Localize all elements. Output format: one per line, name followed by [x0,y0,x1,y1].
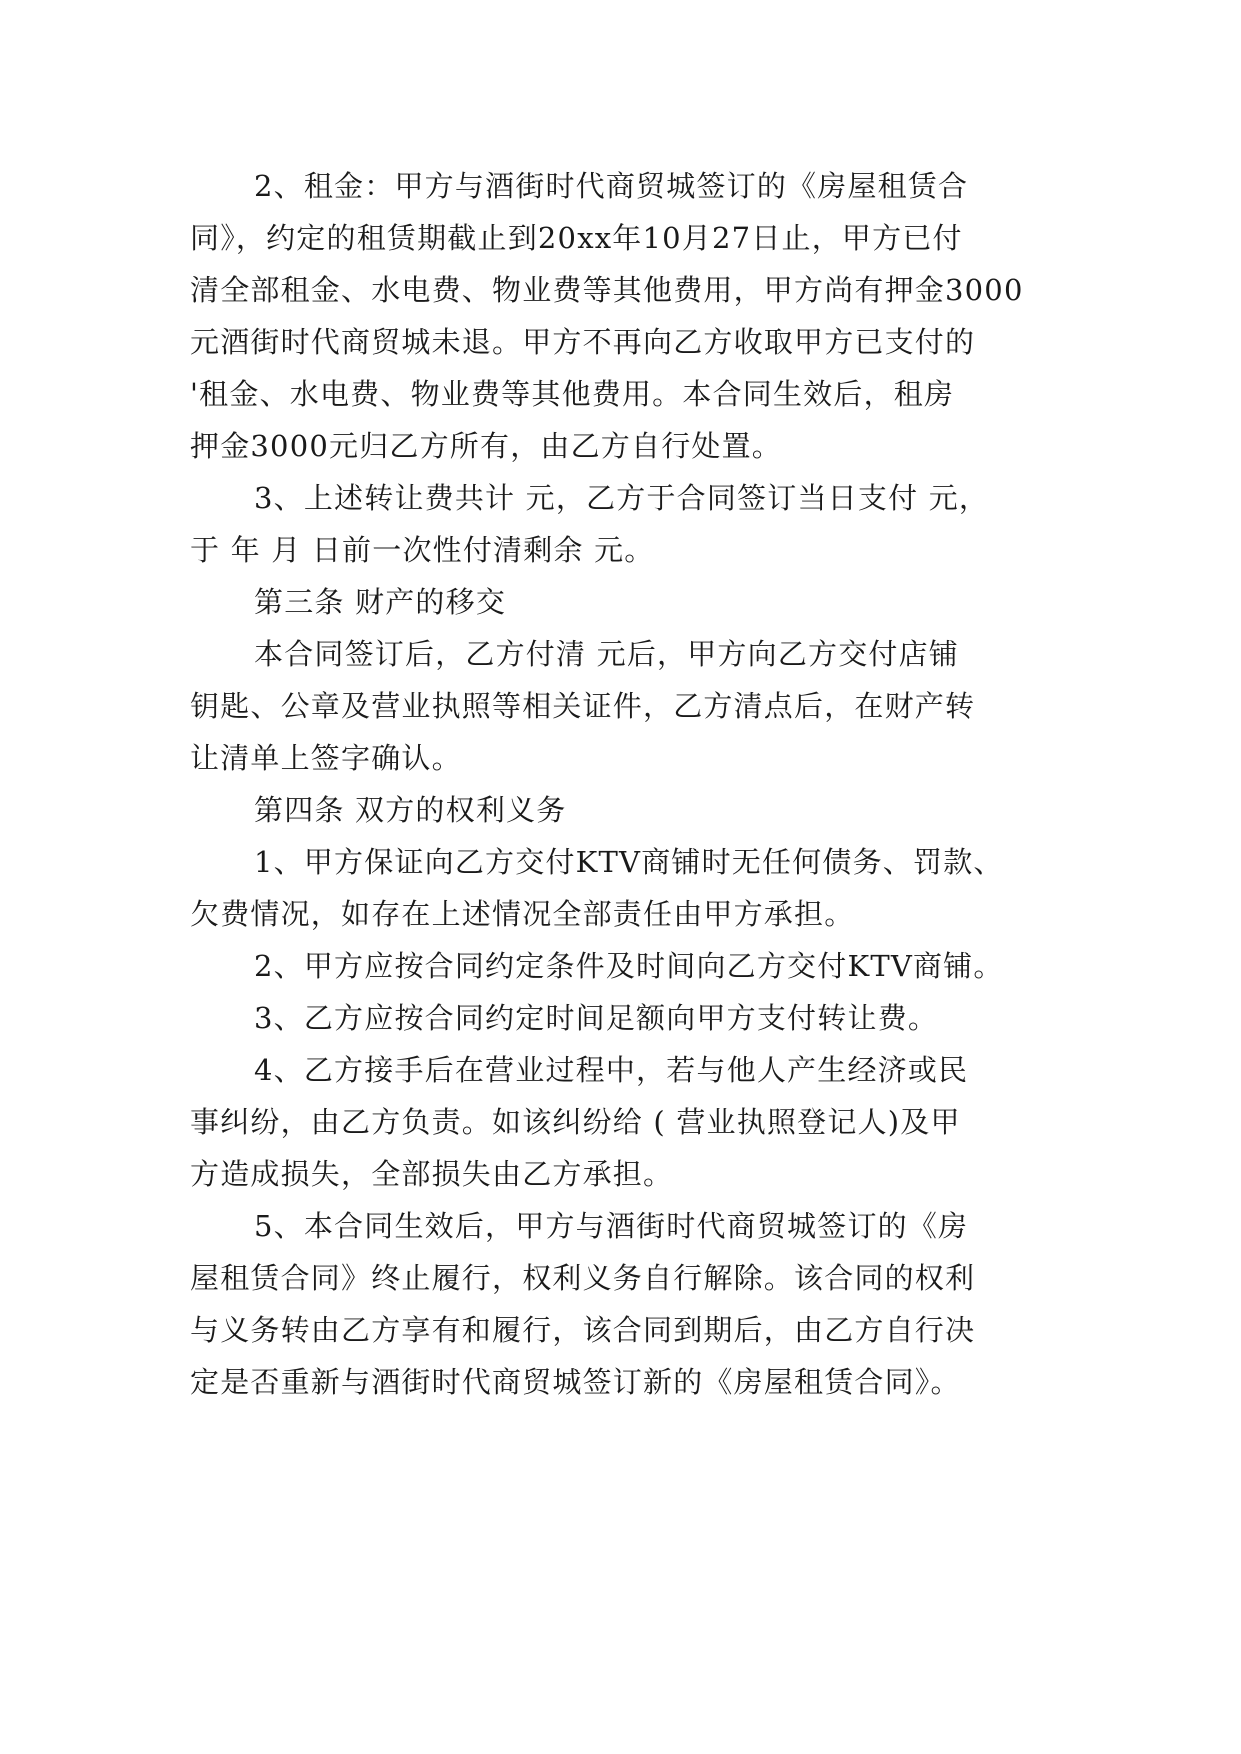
text-line: 清全部租金、水电费、物业费等其他费用，甲方尚有押金3000 [190,273,1024,307]
text-line: 3、上述转让费共计 元，乙方于合同签订当日支付 元， [254,481,990,515]
text-line: 3、乙方应按合同约定时间足额向甲方支付转让费。 [254,1001,939,1035]
text-line: 与义务转由乙方享有和履行，该合同到期后，由乙方自行决 [190,1313,976,1347]
text-line: 本合同签订后，乙方付清 元后，甲方向乙方交付店铺 [254,637,960,671]
text-line: 让清单上签字确认。 [190,741,462,775]
text-line: '租金、水电费、物业费等其他费用。本合同生效后，租房 [190,377,955,411]
text-line: 定是否重新与酒街时代商贸城签订新的《房屋租赁合同》。 [190,1365,961,1399]
text-line: 4、乙方接手后在营业过程中，若与他人产生经济或民 [254,1053,969,1087]
section-heading: 第四条 双方的权利义务 [254,793,567,827]
text-line: 事纠纷，由乙方负责。如该纠纷给 ( 营业执照登记人)及甲 [190,1105,961,1139]
text-line: 钥匙、公章及营业执照等相关证件，乙方清点后，在财产转 [190,689,976,723]
text-line: 2、租金：甲方与酒街时代商贸城签订的《房屋租赁合 [254,169,969,203]
text-line: 元酒街时代商贸城未退。甲方不再向乙方收取甲方已支付的 [190,325,976,359]
text-line: 1、甲方保证向乙方交付KTV商铺时无任何债务、罚款、 [254,845,1004,879]
text-line: 同》，约定的租赁期截止到20xx年10月27日止，甲方已付 [190,221,963,255]
text-line: 屋租赁合同》终止履行，权利义务自行解除。该合同的权利 [190,1261,976,1295]
text-line: 押金3000元归乙方所有，由乙方自行处置。 [190,429,783,463]
section-heading: 第三条 财产的移交 [254,585,507,619]
text-line: 2、甲方应按合同约定条件及时间向乙方交付KTV商铺。 [254,949,1004,983]
text-line: 欠费情况，如存在上述情况全部责任由甲方承担。 [190,897,855,931]
text-line: 方造成损失，全部损失由乙方承担。 [190,1157,674,1191]
text-line: 于 年 月 日前一次性付清剩余 元。 [190,533,655,567]
text-line: 5、本合同生效后，甲方与酒街时代商贸城签订的《房 [254,1209,969,1243]
